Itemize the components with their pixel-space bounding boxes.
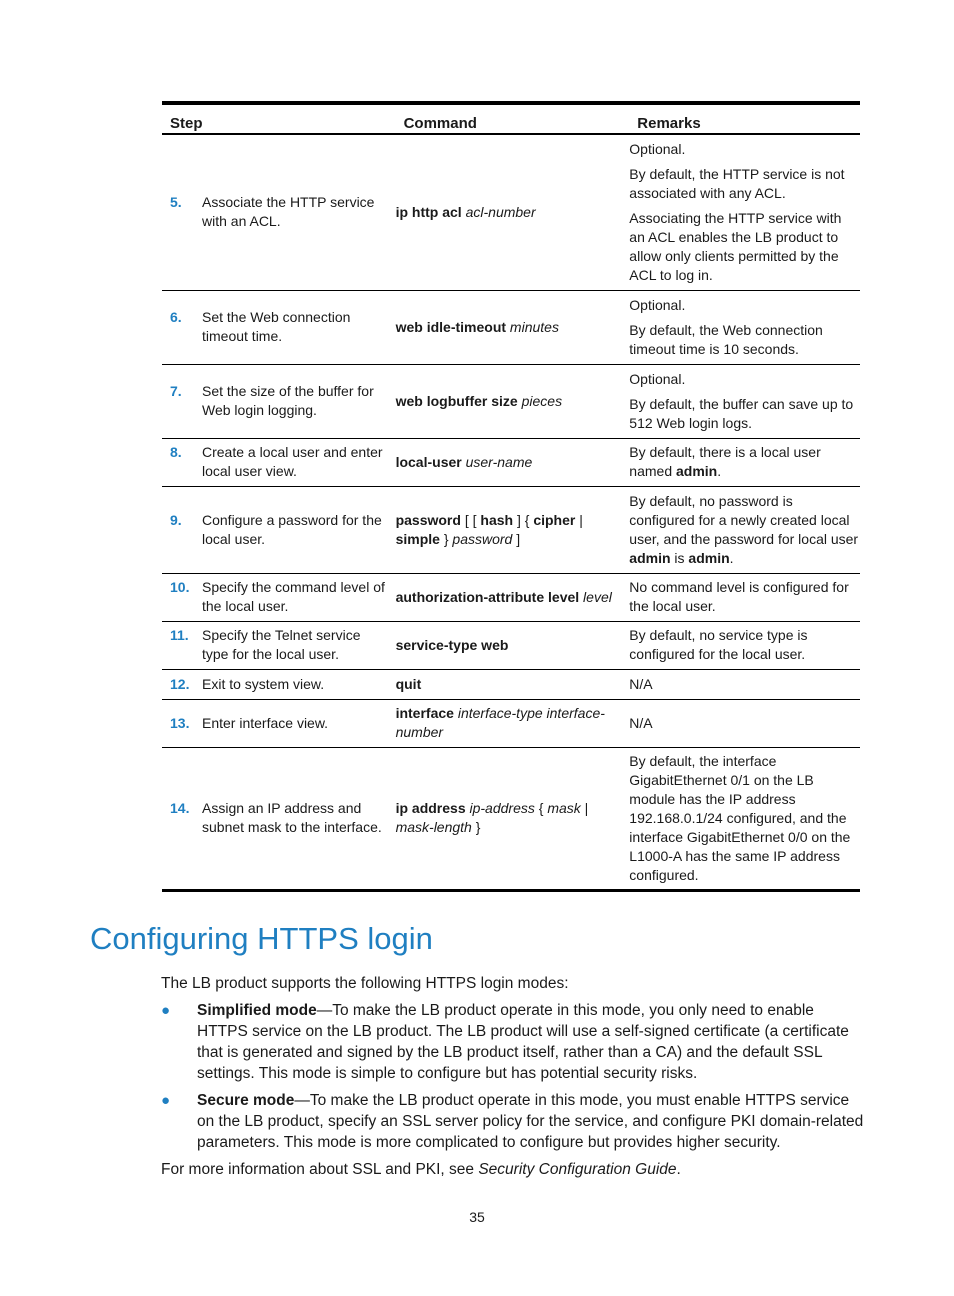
remarks-cell [629,621,860,669]
command-cell [396,747,630,890]
remark-part: admin [629,549,671,566]
bullet-text: —To make the LB product operate in this mode, you only need to enable HTTPS service on the LB product. The LB product will use a self-signed certificate (a certificate that is generated and signed by the LB product itself, rather than a CA) and the default SSL settings. This mode is simple to configure but has potential security risks. [197,1002,849,1082]
remark-part: admin [676,463,718,479]
command-part: } [439,530,453,547]
remark-part: By default, the HTTP service is not associated with any ACL. [629,165,845,201]
step-text: Create a local user and enter local user view. [202,444,383,479]
table-row [162,669,860,699]
list-item [161,1000,867,1084]
remark-paragraph [629,492,860,568]
remark-part: By default, no service type is configured for the local user. [629,627,808,662]
bullet-term: Simplified mode [197,1002,317,1019]
bullet-icon: ● [161,1092,171,1109]
remarks-cell [629,438,860,486]
command-part: pieces [521,392,563,409]
command-part: ip http acl [395,203,462,220]
command-part: mask-length [395,819,472,835]
remarks-cell [629,364,860,438]
table-row [162,621,860,669]
remarks-cell [629,699,860,747]
remark-paragraph [629,752,860,885]
remark-part: admin [688,549,730,566]
step-wrap [162,675,396,694]
remark-paragraph [629,626,860,664]
remark-part: Optional. [629,370,686,387]
step-text: Specify the command level of the local user. [202,579,385,614]
remark-paragraph [629,321,860,359]
step-number: 13. [170,714,190,731]
remarks-cell [629,669,860,699]
command-part: password [395,511,461,528]
command-part: local-user [395,453,462,470]
remark-paragraph [629,578,860,616]
page-number: 35 [469,1209,485,1225]
command-part: interface [395,705,454,721]
command-part: mask [547,800,581,816]
bullet-text: —To make the LB product operate in this mode, you must enable HTTPS service on the LB product, specify an SSL server policy for the service, and configure PKI domain-related parameters. This mode is more complicated to configure but provides higher security. [197,1092,864,1151]
table-row [162,573,860,621]
remark-part: By default, no password is configured for a newly created local user, and the password for local user [629,492,859,547]
remark-paragraph [629,395,860,433]
command-part: { [534,800,548,816]
header-command: Command [396,103,630,134]
remark-paragraph [629,443,860,481]
command-part: | [580,800,589,816]
step-wrap [162,443,396,481]
command-cell [396,699,630,747]
step-text: Assign an IP address and subnet mask to the interface. [202,800,382,835]
table-row [162,486,860,573]
command-cell [396,438,630,486]
command-part: quit [395,675,422,692]
remark-paragraph [629,296,860,315]
command-table [162,101,860,892]
section-body [161,973,867,1186]
table-row [162,134,860,290]
table-body [162,134,860,890]
step-number: 11. [170,627,189,643]
table-row [162,747,860,890]
header-remarks: Remarks [629,103,860,134]
step-number: 10. [170,579,190,595]
step-text: Configure a password for the local user. [202,511,382,547]
step-wrap [162,382,396,420]
command-part: ip address [395,800,466,816]
remarks-cell [629,747,860,890]
command-part: hash [480,511,514,528]
command-part: } [471,819,481,835]
command-part: service-type web [395,636,509,653]
guide-reference: Security Configuration Guide [478,1161,677,1178]
step-wrap [162,714,396,733]
command-part: cipher [533,511,576,528]
mode-list [161,1000,867,1153]
outro-end: . [676,1161,681,1178]
remark-part: N/A [629,675,653,692]
remark-part: Optional. [629,140,686,157]
command-part: authorization-attribute level [395,588,580,605]
remark-part: By default, the Web connection timeout time is 10 seconds. [629,321,823,357]
step-number: 5. [170,194,182,211]
command-part: level [583,588,612,605]
remark-paragraph [629,714,860,733]
step-cell [162,438,396,486]
remark-paragraph [629,675,860,694]
command-cell [396,669,630,699]
command-cell [396,134,630,290]
step-number: 9. [170,511,182,528]
bullet-icon: ● [161,1002,171,1019]
command-cell [396,364,630,438]
step-wrap [162,578,396,616]
step-number: 6. [170,309,182,325]
command-part: user-name [465,453,533,470]
step-text: Set the Web connection timeout time. [202,309,351,344]
remarks-cell [629,486,860,573]
step-cell [162,486,396,573]
command-part: acl-number [465,203,536,220]
intro-paragraph: The LB product supports the following HTTPS login modes: [161,975,569,992]
step-cell [162,134,396,290]
table-row [162,699,860,747]
command-part: ip-address [469,800,535,816]
remark-part: Optional. [629,296,686,313]
section-title: Configuring HTTPS login [90,921,433,956]
list-item [161,1090,867,1153]
command-part: [ [ [460,511,481,528]
command-part: password [452,530,513,547]
command-part: interface-type interface-number [395,705,605,740]
remark-part: By default, the interface GigabitEthernet 0/1 on the LB module has the IP address 192.168.0.1/24 configured, and the interface GigabitEthernet 0/0 on the L1000-A has the same IP address configured. [629,752,851,883]
step-cell [162,364,396,438]
remark-paragraph [629,209,860,285]
command-cell [396,573,630,621]
remark-part: By default, the buffer can save up to 512 Web login logs. [629,395,854,431]
remark-paragraph [629,140,860,159]
table-header-row [162,103,860,134]
command-cell [396,486,630,573]
outro-text: For more information about SSL and PKI, see [161,1161,479,1178]
outro-paragraph [161,1159,867,1180]
command-part: web idle-timeout [395,318,507,335]
step-number: 12. [170,675,190,692]
step-number: 14. [170,800,190,816]
step-number: 8. [170,444,182,460]
step-text: Associate the HTTP service with an ACL. [202,194,375,230]
command-part: ] { [513,511,534,528]
command-part: minutes [509,318,559,335]
step-wrap [162,626,396,664]
step-text: Set the size of the buffer for Web login logging. [202,383,374,418]
bullet-term: Secure mode [197,1092,295,1109]
step-cell [162,290,396,364]
table-row [162,364,860,438]
remark-part: is [670,549,689,566]
step-cell [162,669,396,699]
step-text: Enter interface view. [202,714,329,731]
step-cell [162,747,396,890]
remarks-cell [629,290,860,364]
command-cell [396,290,630,364]
remark-part: N/A [629,714,653,731]
step-cell [162,699,396,747]
step-wrap [162,511,396,549]
remark-part: By default, there is a local user named [629,444,821,479]
remark-paragraph [629,165,860,203]
remark-paragraph [629,370,860,389]
step-cell [162,621,396,669]
step-wrap [162,799,396,837]
remark-part: No command level is configured for the local user. [629,579,849,614]
table-row [162,290,860,364]
header-step: Step [162,103,396,134]
remark-part: . [717,463,722,479]
command-part: | [575,511,583,528]
step-text: Exit to system view. [202,675,325,692]
step-wrap [162,193,396,231]
remarks-cell [629,573,860,621]
step-text: Specify the Telnet service type for the local user. [202,627,361,662]
step-wrap [162,308,396,346]
command-part: web logbuffer size [395,392,518,409]
command-part: simple [395,530,440,547]
table-row [162,438,860,486]
command-cell [396,621,630,669]
remark-part: Associating the HTTP service with an ACL enables the LB product to allow only clients permitted by the ACL to log in. [629,209,842,283]
remarks-cell [629,134,860,290]
step-cell [162,573,396,621]
command-part: ] [512,530,521,547]
remark-part: . [729,549,734,566]
step-number: 7. [170,383,182,399]
